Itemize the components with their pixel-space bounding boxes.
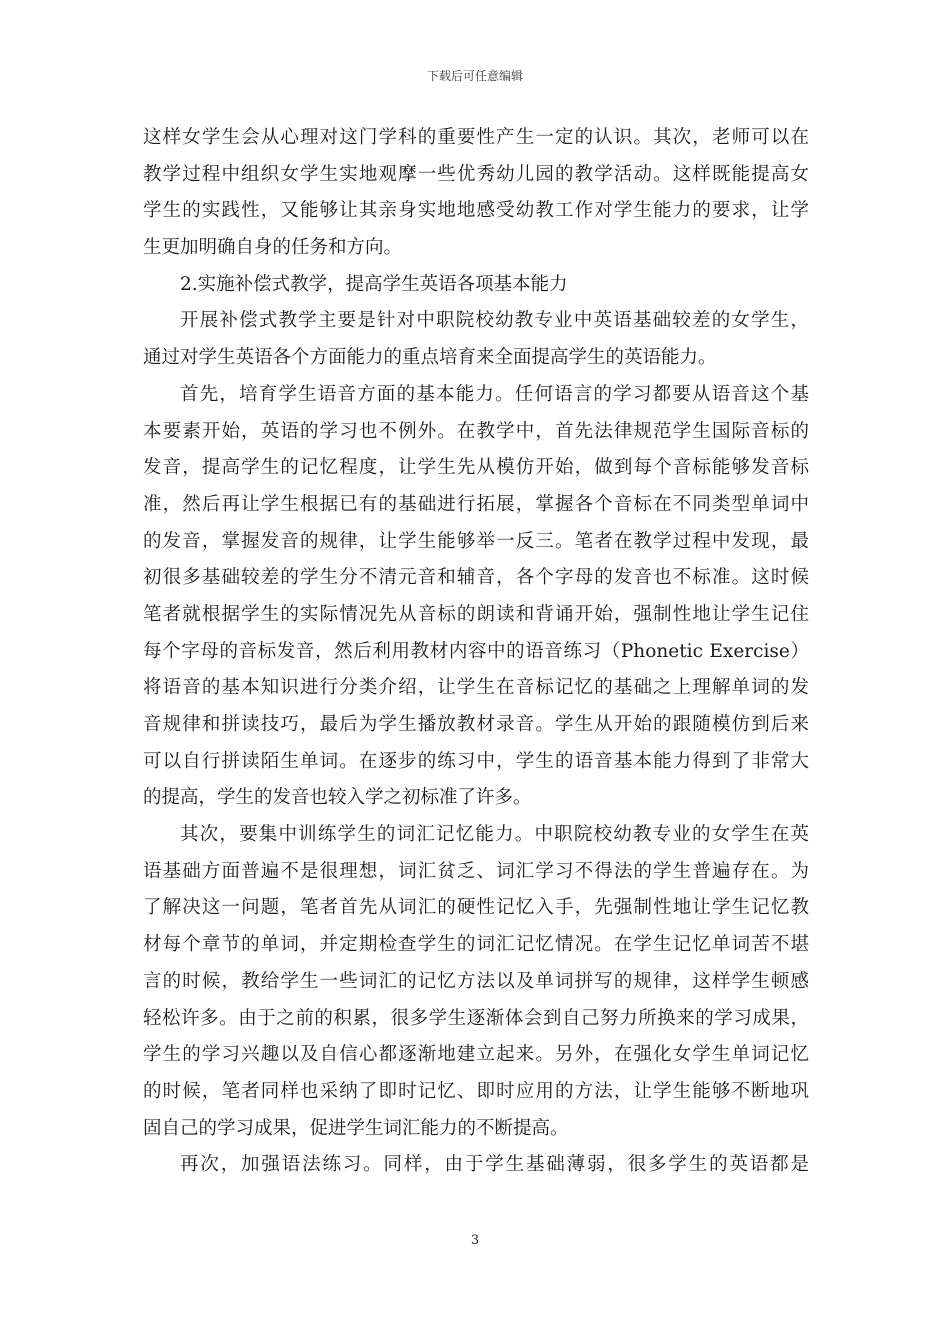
text-line: 固自己的学习成果，促进学生词汇能力的不断提高。	[143, 1117, 569, 1139]
text-line: 的提高，学生的发音也较入学之初标准了许多。	[143, 787, 532, 809]
text-line: 每个字母的音标发音，然后利用教材内容中的语音练习（Phonetic Exercise）	[143, 640, 809, 662]
text-line: 本要素开始，英语的学习也不例外。在教学中，首先法律规范学生国际音标的	[143, 420, 809, 442]
text-line: 教学过程中组织女学生实地观摩一些优秀幼儿园的教学活动。这样既能提高女	[143, 163, 809, 185]
text-line: 再次，加强语法练习。同样，由于学生基础薄弱，很多学生的英语都是	[180, 1154, 809, 1176]
text-line: 这样女学生会从心理对这门学科的重要性产生一定的认识。其次，老师可以在	[143, 127, 809, 148]
page-header: 下载后可任意编辑	[426, 69, 523, 83]
text-line: 开展补偿式教学主要是针对中职院校幼教专业中英语基础较差的女学生，	[180, 310, 809, 332]
text-line: 发音，提高学生的记忆程度，让学生先从模仿开始，做到每个音标能够发音标	[143, 457, 809, 479]
text-line: 其次，要集中训练学生的词汇记忆能力。中职院校幼教专业的女学生在英	[180, 824, 809, 846]
text-line: 笔者就根据学生的实际情况先从音标的朗读和背诵开始，强制性地让学生记住	[143, 603, 809, 625]
text-line: 轻松许多。由于之前的积累，很多学生逐渐体会到自己努力所换来的学习成果，	[143, 1007, 809, 1029]
text-line: 将语音的基本知识进行分类介绍，让学生在音标记忆的基础之上理解单词的发	[143, 677, 809, 699]
text-line: 初很多基础较差的学生分不清元音和辅音，各个字母的发音也不标准。这时候	[143, 567, 809, 589]
text-line: 生更加明确自身的任务和方向。	[143, 237, 403, 259]
text-line: 可以自行拼读陌生单词。在逐步的练习中，学生的语音基本能力得到了非常大	[143, 750, 809, 772]
text-line: 学生的实践性，又能够让其亲身实地地感受幼教工作对学生能力的要求，让学	[143, 200, 809, 222]
text-line: 2.实施补偿式教学，提高学生英语各项基本能力	[180, 273, 568, 295]
text-line: 学生的学习兴趣以及自信心都逐渐地建立起来。另外，在强化女学生单词记忆	[143, 1044, 809, 1066]
text-line: 音规律和拼读技巧，最后为学生播放教材录音。学生从开始的跟随模仿到后来	[143, 714, 809, 735]
text-line: 言的时候，教给学生一些词汇的记忆方法以及单词拼写的规律，这样学生顿感	[143, 970, 809, 992]
text-line: 首先，培育学生语音方面的基本能力。任何语言的学习都要从语音这个基	[180, 383, 809, 405]
text-line: 语基础方面普遍不是很理想，词汇贫乏、词汇学习不得法的学生普遍存在。为	[143, 860, 809, 882]
text-line: 的发音，掌握发音的规律，让学生能够举一反三。笔者在教学过程中发现，最	[143, 530, 809, 552]
body-text	[143, 120, 809, 1184]
text-line: 材每个章节的单词，并定期检查学生的词汇记忆情况。在学生记忆单词苦不堪	[143, 934, 809, 956]
text-line: 了解决这一问题，笔者首先从词汇的硬性记忆入手，先强制性地让学生记忆教	[143, 897, 809, 919]
text-line: 通过对学生英语各个方面能力的重点培育来全面提高学生的英语能力。	[143, 347, 717, 369]
text-line: 的时候，笔者同样也采纳了即时记忆、即时应用的方法，让学生能够不断地巩	[143, 1080, 809, 1102]
text-line: 准，然后再让学生根据已有的基础进行拓展，掌握各个音标在不同类型单词中	[143, 493, 809, 515]
page-number: 3	[470, 1233, 480, 1248]
